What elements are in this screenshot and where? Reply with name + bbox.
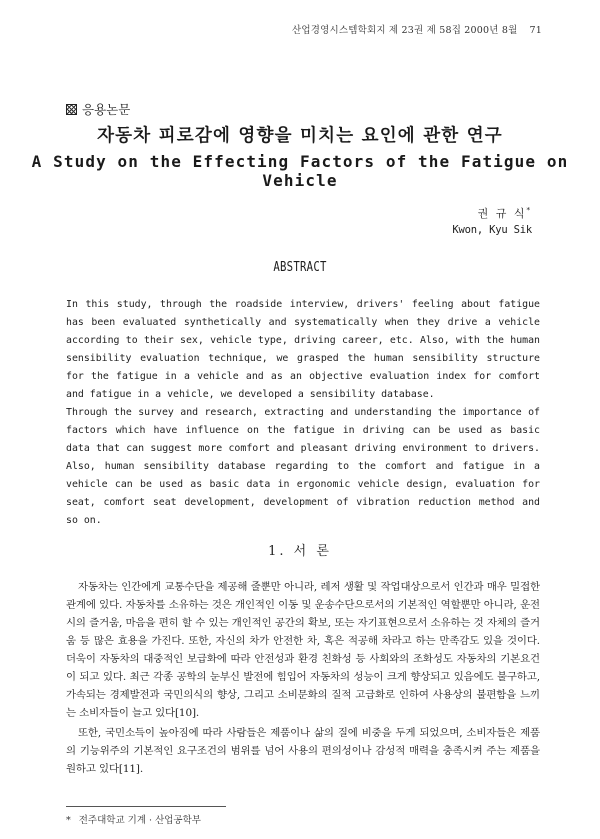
abstract-paragraph: Through the survey and research, extracting and understanding the importance of factors which have influence on the fatigue in driving can be used as basic data that can suggest more comfort and pleasant driving environment to drivers. Also, human sensibility database regarding to the comfort and fatigue in a vehicle can be used as basic data in ergonomic vehicle design, evaluation for seat, comfort seat development, development of vibration reduction method and so on. [66,407,540,526]
introduction-body [66,578,540,778]
running-header-text: 산업경영시스템학회지 제 23권 제 58집 2000년 8월 [291,25,518,36]
abstract-heading: ABSTRACT [273,260,327,275]
author-affiliation-mark: * [526,206,530,215]
introduction-paragraph: 또한, 국민소득이 높아짐에 따라 사람들은 제품이나 삶의 질에 비중을 두게 되었으며, 소비자들은 제품의 기능위주의 기본적인 요구조건의 범위를 넘어 사용의 편의성이나 감성적 매력을 충족시켜 주는 제품을 원하고 있다[11]. [66,727,540,775]
footnote-mark: * [66,815,71,826]
running-header [292,22,542,36]
introduction-heading: 1. 서 론 [268,544,332,559]
introduction-paragraph: 자동차는 인간에게 교통수단을 제공해 줄뿐만 아니라, 레저 생활 및 작업대상으로서 인간과 매우 밀접한 관계에 있다. 자동차를 소유하는 것은 개인적인 이동 및 운송수단으로서의 기본적인 역할뿐만 아니라, 운전 시의 즐거움, 마음을 편히 할 수 있는 개인적인 공간의 확보, 또는 자기표현으로서 소유하는 것 자체의 즐거움 등 많은 효용을 가진다. 또한, 자신의 차가 안전한 차, 혹은 적공해 차라고 하는 만족감도 있을 것이다. 더욱이 자동차의 대중적인 보급화에 따라 안전성과 환경 친화성 등 사회와의 조화성도 자동차의 기본요건이 되고 있다. 최근 각종 공학의 눈부신 발전에 힘입어 자동차의 성능이 크게 향상되고 있음에도 불구하고, 가속되는 경제발전과 국민의식의 향상, 그리고 소비문화의 질적 고급화로 인하여 사용상의 불편함을 느끼는 소비자들이 늘고 있다[10]. [66,581,540,719]
footnote [66,812,201,826]
footnote-divider [66,806,226,807]
abstract-body [66,296,540,530]
page-number: 71 [529,25,542,36]
abstract-paragraph: In this study, through the roadside interview, drivers' feeling about fatigue has been evaluated synthetically and systematically when they drive a vehicle according to their sex, vehicle type, driving career, etc. Also, with the human sensibility evaluation technique, we grasped the human sensibility structure for the fatigue in a vehicle and as an objective evaluation index for comfort and fatigue in a vehicle, we developed a sensibility database. [66,299,540,400]
author-name-english: Kwon, Kyu Sik [452,224,532,236]
author-name-korean-text: 권 규 식 [477,207,527,220]
paper-title-korean: 자동차 피로감에 영향을 미치는 요인에 관한 연구 [97,126,503,146]
section-label-text: 응용논문 [82,102,131,117]
author-name-korean [478,205,530,221]
paper-title-english: A Study on the Effecting Factors of the Fatigue on Vehicle [31,152,569,190]
section-label [66,100,130,118]
footnote-text: 전주대학교 기계 · 산업공학부 [78,815,201,826]
checker-square-icon [66,104,77,115]
